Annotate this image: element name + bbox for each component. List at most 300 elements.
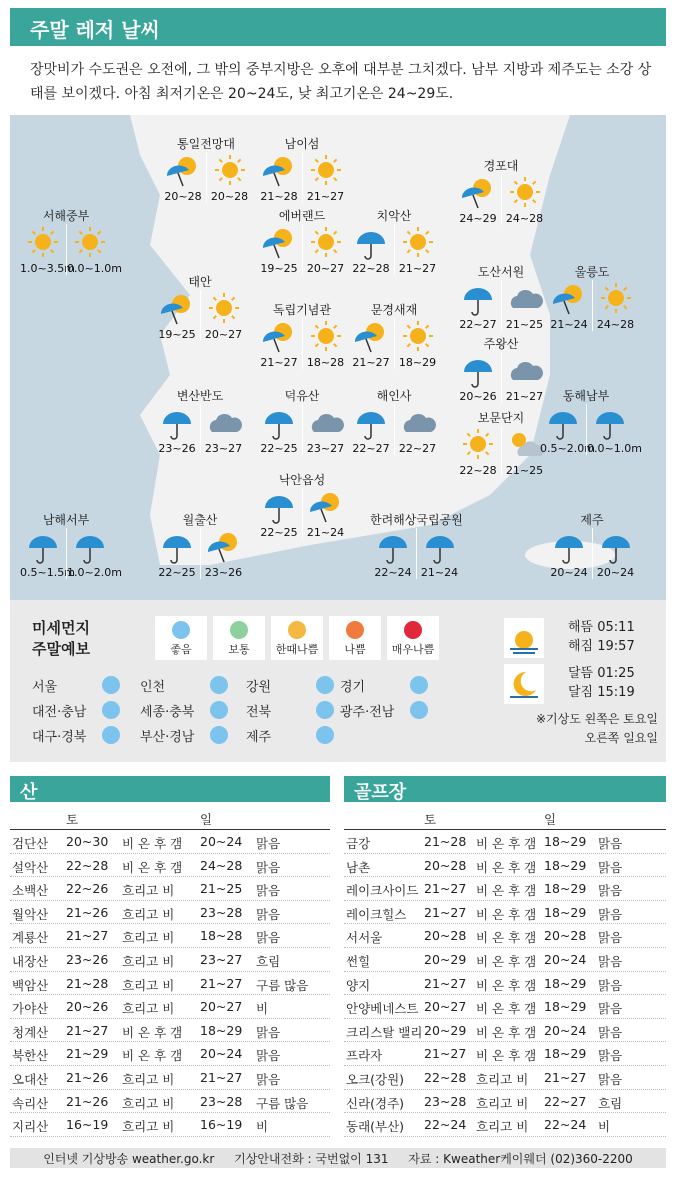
location-name: 치악산	[376, 209, 412, 223]
saturday-value: 21~24	[550, 318, 588, 331]
face-icon	[230, 621, 248, 639]
good-face-icon	[210, 726, 228, 744]
table-cell: 24~28	[200, 857, 243, 873]
sunday-value: 21~25	[505, 464, 544, 477]
sun-rain-icon	[351, 318, 391, 356]
saturday-forecast	[154, 528, 200, 579]
sun-icon	[504, 618, 544, 658]
dust-region-3	[340, 676, 365, 695]
table-cell: 18~29	[544, 834, 587, 849]
dust-title-line2: 주말예보	[32, 640, 90, 658]
location-name: 도산서원	[477, 265, 525, 279]
table-row	[344, 1019, 666, 1043]
region-name: 대구·경북	[32, 730, 87, 745]
location-4	[256, 207, 348, 275]
table-row	[344, 1113, 666, 1137]
table-cell: 검단산	[12, 836, 49, 851]
table-cell: 21~27	[424, 1046, 467, 1062]
table-cell: 흐리고 비	[122, 953, 175, 969]
region-name: 대전·충남	[32, 705, 87, 720]
table-cell: 21~25	[200, 881, 243, 897]
region-name: 서울	[32, 680, 58, 695]
dust-region-2	[246, 676, 271, 695]
location-name: 울릉도	[574, 265, 610, 279]
saturday-value: 21~27	[352, 356, 390, 369]
location-name: 동해남부	[562, 389, 610, 403]
sunday-forecast	[200, 404, 246, 455]
table-row	[10, 1042, 330, 1066]
table-cell: 20~24	[200, 1046, 243, 1062]
location-name: 보문단지	[477, 411, 525, 425]
saturday-value: 22~24	[374, 566, 412, 579]
table-cell: 맑음	[598, 953, 623, 969]
location-name: 서해중부	[42, 209, 90, 223]
sun-icon	[210, 152, 250, 190]
sun-rain-icon	[157, 290, 197, 328]
face-icon	[404, 621, 422, 639]
sunday-forecast	[394, 318, 440, 369]
sunday-forecast	[416, 528, 462, 579]
table-cell: 20~27	[200, 999, 243, 1015]
table-cell: 18~29	[544, 999, 587, 1015]
saturday-forecast	[256, 224, 302, 275]
table-cell: 소백산	[12, 883, 49, 899]
table-cell: 18~29	[200, 1022, 243, 1038]
dust-region-8	[32, 726, 86, 745]
table-cell: 맑음	[256, 906, 281, 922]
saturday-forecast	[20, 224, 75, 275]
saturday-value: 22~27	[459, 318, 497, 331]
dust-region-7	[340, 701, 394, 720]
table-cell: 22~27	[544, 1093, 587, 1109]
location-name: 해인사	[376, 389, 412, 403]
sunday-forecast	[200, 528, 246, 579]
moonrise-moonset	[568, 664, 635, 702]
table-row	[10, 1019, 330, 1043]
table-cell: 레이크사이드	[346, 883, 419, 899]
good-face-icon	[102, 701, 120, 719]
table-cell: 20~24	[200, 834, 243, 849]
saturday-value: 0.5~1.5m	[20, 566, 75, 579]
sun-rain-icon	[259, 152, 299, 190]
table-cell: 구름 많음	[256, 1095, 309, 1111]
table-row	[344, 972, 666, 996]
table-cell: 비	[598, 1119, 611, 1135]
table-cell: 18~29	[544, 881, 587, 897]
moonset-text: 달짐 15:19	[568, 685, 635, 700]
sunday-value: 18~29	[398, 356, 437, 369]
table-row	[344, 854, 666, 878]
saturday-value: 1.0~3.5m	[20, 262, 75, 275]
saturday-forecast	[160, 152, 206, 203]
footer-phone: 기상안내전화 : 국번없이 131	[234, 1152, 389, 1166]
umbrella-icon	[549, 528, 589, 566]
location-name: 에버랜드	[278, 209, 326, 223]
table-row	[344, 1090, 666, 1114]
cloud-icon	[204, 404, 244, 442]
location-2	[455, 157, 547, 225]
table-cell: 설악산	[12, 859, 49, 875]
table-cell: 가야산	[12, 1001, 49, 1017]
dust-region-1	[140, 676, 165, 695]
moonrise-text: 달뜸 01:25	[568, 666, 635, 681]
table-cell: 흐리고 비	[122, 1071, 175, 1087]
table-cell: 서서울	[346, 930, 383, 946]
table-cell: 22~24	[424, 1117, 467, 1133]
dust-region-5	[140, 701, 194, 720]
saturday-forecast	[256, 404, 302, 455]
table-cell: 맑음	[256, 1024, 281, 1040]
saturday-value: 22~25	[260, 526, 298, 539]
golf-section-title: 골프장	[344, 776, 666, 802]
sunday-value: 0.0~1.0m	[587, 442, 642, 455]
table-cell: 21~27	[200, 975, 243, 991]
table-cell: 흐리고 비	[122, 1095, 175, 1111]
table-cell: 비 온 후 갬	[476, 1001, 537, 1017]
sun-rain-icon	[259, 318, 299, 356]
footer-internet: 인터넷 기상방송 weather.go.kr	[43, 1152, 215, 1166]
table-cell: 맑음	[598, 859, 623, 875]
umbrella-icon	[543, 404, 583, 442]
saturday-forecast	[546, 280, 592, 331]
sun-rain-icon	[549, 280, 589, 318]
footer	[10, 1148, 666, 1168]
table-cell: 21~27	[424, 975, 467, 991]
table-cell: 레이크힐스	[346, 906, 407, 922]
table-cell: 비 온 후 갬	[476, 859, 537, 875]
table-row	[10, 830, 330, 854]
sunday-forecast	[592, 280, 638, 331]
legend-item-4	[387, 616, 439, 660]
good-face-icon	[410, 676, 428, 694]
sun-icon	[458, 426, 498, 464]
table-cell: 신라(경주)	[346, 1095, 405, 1111]
sunday-forecast	[206, 152, 252, 203]
table-cell: 비 온 후 갬	[476, 1048, 537, 1064]
table-cell: 20~29	[424, 951, 467, 967]
header-sun: 일	[200, 812, 213, 827]
table-cell: 22~26	[66, 881, 109, 897]
location-1	[256, 135, 348, 203]
table-cell: 맑음	[598, 1024, 623, 1040]
note-line1: ※기상도 왼쪽은 토요일	[535, 712, 658, 726]
table-cell: 21~27	[66, 928, 109, 944]
sun-rain-icon	[163, 152, 203, 190]
table-row	[344, 924, 666, 948]
table-cell: 흐리고 비	[476, 1071, 529, 1087]
saturday-forecast	[455, 280, 501, 331]
table-row	[10, 877, 330, 901]
table-cell: 22~28	[424, 1069, 467, 1085]
saturday-forecast	[370, 528, 416, 579]
saturday-forecast	[455, 426, 501, 477]
sun-icon	[398, 318, 438, 356]
table-cell: 20~26	[66, 999, 109, 1015]
sunday-forecast	[302, 224, 348, 275]
location-name: 문경새재	[370, 303, 418, 317]
table-row	[344, 995, 666, 1019]
table-cell: 21~27	[544, 1069, 587, 1085]
table-cell: 비	[256, 1001, 269, 1017]
umbrella-icon	[596, 528, 636, 566]
region-name: 강원	[246, 680, 272, 695]
saturday-forecast	[154, 290, 200, 341]
sun-icon	[505, 174, 545, 212]
table-cell: 비 온 후 갬	[122, 1024, 183, 1040]
table-cell: 23~27	[200, 951, 243, 967]
table-cell: 맑음	[256, 1071, 281, 1087]
saturday-forecast	[540, 404, 595, 455]
region-name: 광주·전남	[340, 705, 395, 720]
sunrise-sunset	[568, 618, 635, 656]
legend-label: 보통	[228, 643, 250, 656]
sun-icon	[204, 290, 244, 328]
good-face-icon	[316, 726, 334, 744]
location-19	[154, 511, 246, 579]
table-cell: 20~27	[424, 999, 467, 1015]
sunday-value: 23~26	[204, 566, 243, 579]
legend-item-1	[213, 616, 265, 660]
table-cell: 맑음	[256, 1048, 281, 1064]
table-cell: 흐리고 비	[122, 930, 175, 946]
table-cell: 비 온 후 갬	[476, 906, 537, 922]
saturday-value: 21~28	[260, 190, 298, 203]
saturday-value: 19~25	[260, 262, 298, 275]
table-row	[344, 1066, 666, 1090]
dust-region-0	[32, 676, 57, 695]
location-16	[540, 387, 642, 455]
table-cell: 맑음	[598, 977, 623, 993]
sun-rain-icon	[204, 528, 244, 566]
saturday-value: 22~28	[352, 262, 390, 275]
table-cell: 월악산	[12, 906, 49, 922]
umbrella-icon	[420, 528, 460, 566]
location-10	[348, 301, 440, 369]
location-name: 태안	[188, 275, 212, 289]
cloud-icon	[505, 352, 545, 390]
table-cell: 20~30	[66, 834, 109, 849]
location-14	[348, 387, 440, 455]
region-name: 인천	[140, 680, 166, 695]
table-cell: 계룡산	[12, 930, 49, 946]
table-cell: 21~27	[424, 904, 467, 920]
saturday-forecast	[20, 528, 75, 579]
region-name: 세종·충북	[140, 705, 195, 720]
region-name: 부산·경남	[140, 730, 195, 745]
sunday-value: 21~27	[398, 262, 437, 275]
saturday-value: 22~27	[352, 442, 390, 455]
table-cell: 흐리고 비	[122, 977, 175, 993]
face-icon	[346, 621, 364, 639]
saturday-value: 22~25	[158, 566, 196, 579]
table-cell: 16~19	[200, 1117, 243, 1133]
table-cell: 맑음	[598, 906, 623, 922]
weather-map	[10, 115, 666, 600]
table-cell: 비 온 후 갬	[476, 836, 537, 851]
table-row	[10, 924, 330, 948]
sunday-value: 21~24	[306, 526, 345, 539]
sunday-forecast	[66, 528, 122, 579]
table-cell: 맑음	[598, 1001, 623, 1017]
location-name: 독립기념관	[273, 303, 331, 317]
location-6	[154, 273, 246, 341]
table-cell: 남촌	[346, 859, 371, 875]
region-name: 전북	[246, 705, 272, 720]
umbrella-icon	[157, 528, 197, 566]
umbrella-icon	[70, 528, 110, 566]
table-cell: 21~26	[66, 1069, 109, 1085]
dust-region-4	[32, 701, 86, 720]
face-icon	[288, 621, 306, 639]
table-cell: 비	[256, 1119, 269, 1135]
location-name: 월출산	[182, 513, 218, 527]
sunday-forecast	[302, 152, 348, 203]
saturday-value: 20~26	[459, 390, 497, 403]
dust-title	[32, 618, 90, 660]
sunday-forecast	[501, 174, 547, 225]
table-cell: 금강	[346, 836, 371, 851]
legend-label: 한때나쁨	[275, 643, 319, 656]
header-sun: 일	[544, 812, 557, 827]
umbrella-icon	[259, 404, 299, 442]
location-name: 남해서부	[42, 513, 90, 527]
saturday-value: 19~25	[158, 328, 196, 341]
sunday-value: 1.0~2.0m	[67, 566, 122, 579]
table-cell: 북한산	[12, 1048, 49, 1064]
good-face-icon	[410, 701, 428, 719]
table-row	[10, 948, 330, 972]
header-sat: 토	[66, 812, 79, 827]
table-row	[10, 1066, 330, 1090]
table-cell: 비 온 후 갬	[476, 930, 537, 946]
table-cell: 흐리고 비	[122, 1119, 175, 1135]
sun-icon	[596, 280, 636, 318]
saturday-forecast	[348, 318, 394, 369]
sunday-forecast	[592, 528, 638, 579]
table-cell: 18~28	[200, 928, 243, 944]
umbrella-icon	[458, 352, 498, 390]
table-cell: 동래(부산)	[346, 1119, 405, 1135]
sunday-value: 24~28	[505, 212, 544, 225]
sunday-value: 21~27	[505, 390, 544, 403]
location-name: 통일전망대	[177, 137, 235, 151]
moon-icon	[504, 664, 544, 704]
saturday-value: 20~24	[550, 566, 588, 579]
location-9	[256, 301, 348, 369]
table-cell: 21~26	[66, 904, 109, 920]
table-cell: 20~28	[544, 928, 587, 944]
umbrella-icon	[351, 404, 391, 442]
sunday-value: 23~27	[204, 442, 243, 455]
location-name: 한려해상국립공원	[370, 513, 463, 527]
good-face-icon	[102, 726, 120, 744]
location-name: 경포대	[483, 159, 519, 173]
umbrella-icon	[351, 224, 391, 262]
table-cell: 맑음	[598, 1071, 623, 1087]
sun-rain-icon	[306, 488, 346, 526]
sunday-value: 21~27	[306, 190, 345, 203]
table-cell: 흐리고 비	[122, 883, 175, 899]
location-13	[256, 387, 348, 455]
sunrise-text: 해뜸 05:11	[568, 620, 635, 635]
table-cell: 맑음	[598, 930, 623, 946]
table-cell: 흐림	[598, 1095, 623, 1111]
location-name: 변산반도	[176, 389, 224, 403]
table-cell: 21~28	[424, 834, 467, 849]
region-name: 경기	[340, 680, 366, 695]
table-cell: 속리산	[12, 1095, 49, 1111]
umbrella-icon	[590, 404, 630, 442]
legend-label: 매우나쁨	[391, 643, 435, 656]
dust-region-10	[246, 726, 271, 745]
sunday-forecast	[394, 404, 440, 455]
table-row	[344, 901, 666, 925]
sun-icon	[306, 152, 346, 190]
cloud-icon	[398, 404, 438, 442]
table-cell: 23~28	[200, 1093, 243, 1109]
sun-rain-icon	[259, 224, 299, 262]
table-cell: 22~24	[544, 1117, 587, 1133]
header-sat: 토	[424, 812, 437, 827]
legend-label: 좋음	[170, 643, 192, 656]
legend-item-2	[271, 616, 323, 660]
legend-item-0	[155, 616, 207, 660]
table-row	[10, 901, 330, 925]
table-cell: 23~28	[424, 1093, 467, 1109]
good-face-icon	[210, 701, 228, 719]
table-row	[344, 948, 666, 972]
table-cell: 비 온 후 갬	[122, 1048, 183, 1064]
sunday-value: 23~27	[306, 442, 345, 455]
table-cell: 맑음	[256, 930, 281, 946]
table-cell: 23~26	[66, 951, 109, 967]
table-cell: 프라자	[346, 1048, 383, 1064]
sunday-forecast	[302, 488, 348, 539]
table-cell: 지리산	[12, 1119, 49, 1135]
good-face-icon	[102, 676, 120, 694]
location-21	[546, 511, 638, 579]
table-cell: 18~29	[544, 904, 587, 920]
table-cell: 맑음	[256, 859, 281, 875]
table-row	[10, 995, 330, 1019]
table-cell: 비 온 후 갬	[122, 859, 183, 875]
location-name: 남이섬	[284, 137, 320, 151]
location-5	[348, 207, 440, 275]
umbrella-icon	[259, 488, 299, 526]
sunday-value: 20~28	[210, 190, 249, 203]
legend-item-3	[329, 616, 381, 660]
sunday-value: 21~24	[420, 566, 459, 579]
table-cell: 20~24	[544, 951, 587, 967]
mountain-rows	[10, 830, 330, 1137]
dust-title-line1: 미세먼지	[32, 619, 90, 637]
table-cell: 18~29	[544, 857, 587, 873]
location-7	[455, 263, 547, 331]
table-cell: 21~28	[66, 975, 109, 991]
location-name: 덕유산	[284, 389, 320, 403]
location-3	[20, 207, 122, 275]
saturday-forecast	[256, 152, 302, 203]
table-row	[10, 1113, 330, 1137]
location-20	[370, 511, 463, 579]
table-cell: 맑음	[256, 883, 281, 899]
sun-icon	[23, 224, 63, 262]
umbrella-icon	[23, 528, 63, 566]
table-cell: 청계산	[12, 1024, 49, 1040]
good-face-icon	[316, 676, 334, 694]
table-row	[344, 1042, 666, 1066]
region-name: 제주	[246, 730, 272, 745]
